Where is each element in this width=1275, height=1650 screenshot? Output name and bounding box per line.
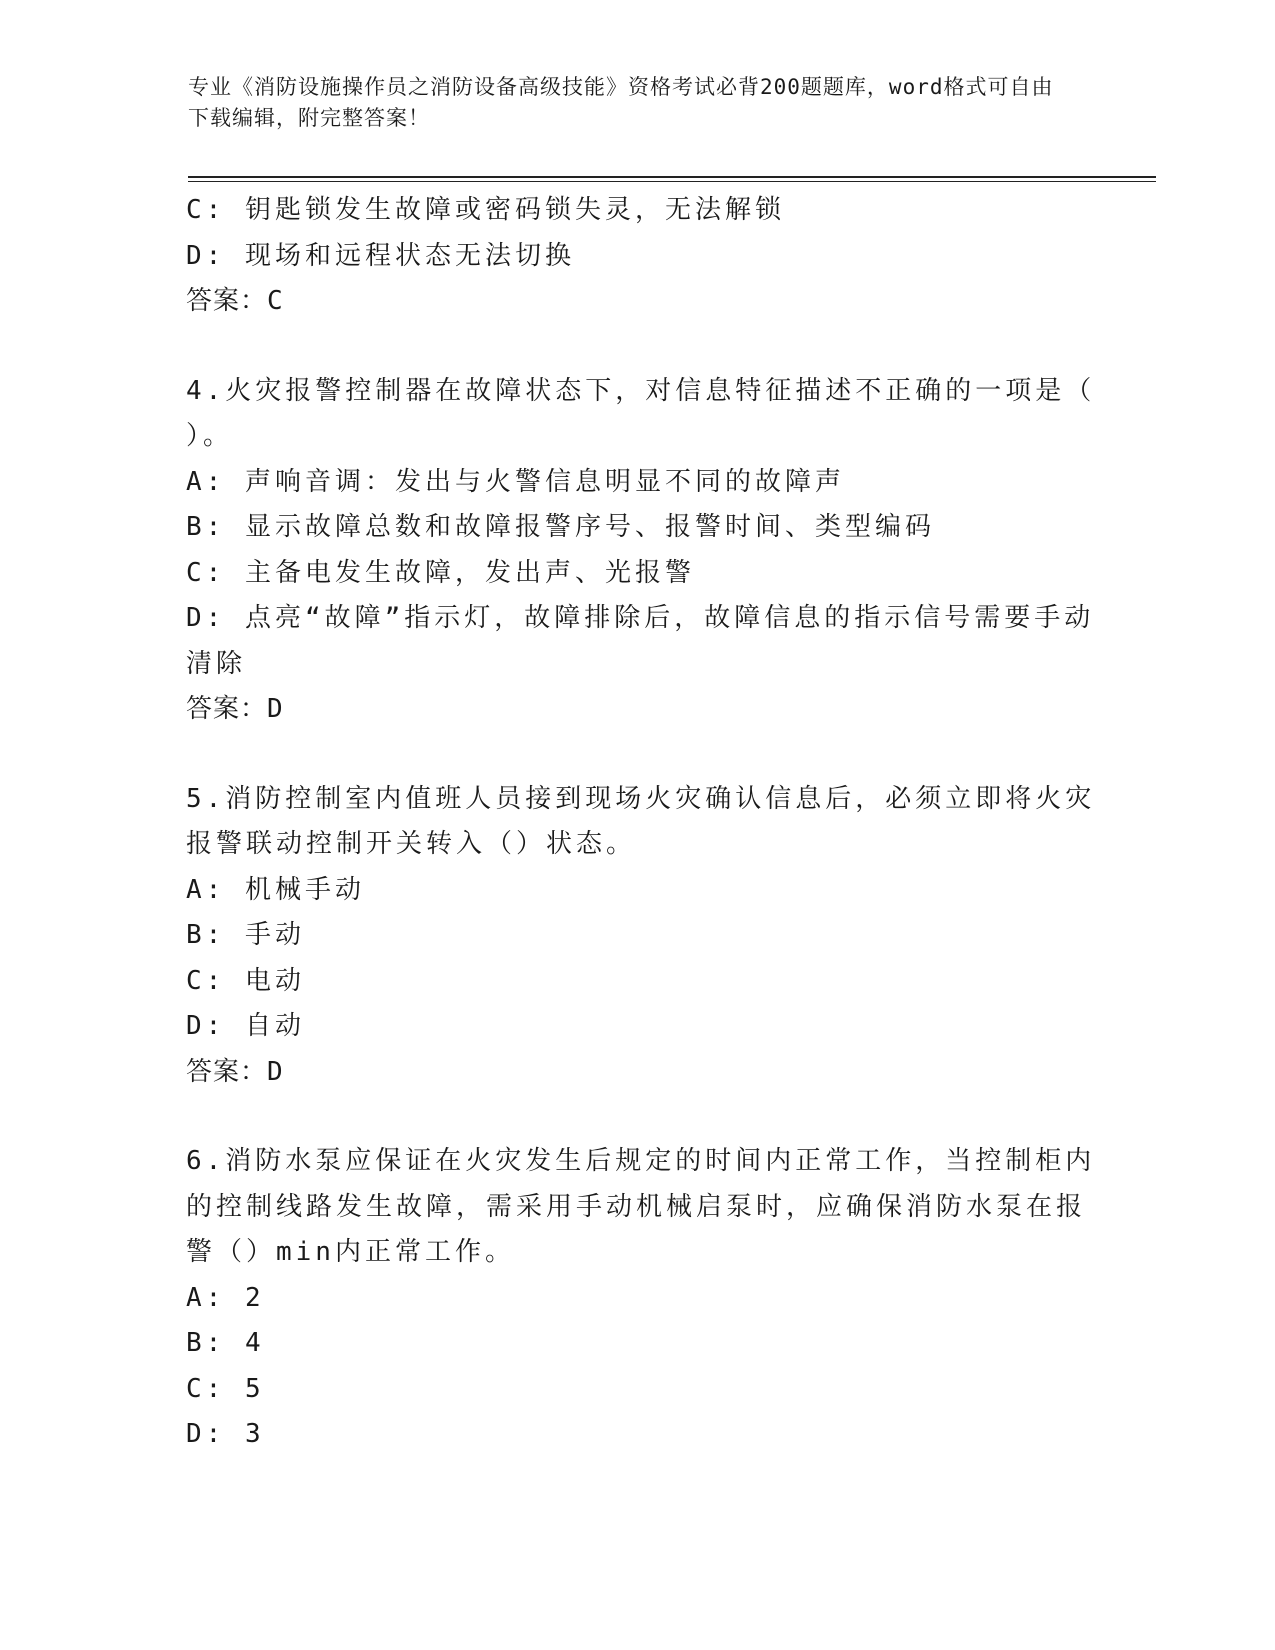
q4-option-d-line2: 清除 (186, 648, 247, 679)
q5-option-d: D: 自动 (186, 1011, 305, 1041)
spacer (186, 733, 1086, 777)
q5-stem-line2: 报警联动控制开关转入（）状态。 (186, 829, 637, 859)
q4-option-d-line1: D: 点亮“故障”指示灯，故障排除后，故障信息的指示信号需要手动 (186, 603, 1095, 633)
q6-option-a: A: 2 (186, 1282, 265, 1313)
header-divider-thick (188, 176, 1156, 178)
q5-option-c: C: 电动 (186, 965, 305, 996)
q6-option-d: D: 3 (186, 1419, 265, 1449)
q6-stem-line2: 的控制线路发生故障，需采用手动机械启泵时，应确保消防水泵在报 (186, 1191, 1087, 1222)
q6-option-c: C: 5 (186, 1373, 265, 1404)
q3-answer: 答案：C (186, 286, 284, 316)
question-5 (186, 777, 1096, 1096)
q5-answer: 答案：D (186, 1056, 284, 1087)
question-6 (186, 1139, 1096, 1458)
q5-option-b: B: 手动 (186, 920, 305, 950)
q4-stem-line1: 4.火灾报警控制器在故障状态下，对信息特征描述不正确的一项是（ (186, 375, 1096, 406)
spacer (186, 1095, 1086, 1139)
document-header: 专业《消防设施操作员之消防设备高级技能》资格考试必背200题题库，word格式可自由下载编辑，附完整答案！ (188, 75, 1054, 130)
q5-option-a: A: 机械手动 (186, 874, 365, 905)
q6-stem-line3: 警（）min内正常工作。 (186, 1237, 515, 1267)
q3-option-d: D: 现场和远程状态无法切换 (186, 240, 575, 271)
header-divider-thin (188, 181, 1156, 182)
q3-option-c: C: 钥匙锁发生故障或密码锁失灵，无法解锁 (186, 195, 785, 225)
q5-stem-line1: 5.消防控制室内值班人员接到现场火灾确认信息后，必须立即将火灾 (186, 783, 1096, 814)
question-4 (186, 369, 1096, 733)
q4-stem-line2: ）。 (186, 421, 234, 451)
q4-option-a: A: 声响音调：发出与火警信息明显不同的故障声 (186, 466, 845, 497)
spacer (186, 325, 1086, 369)
q4-answer: 答案：D (186, 694, 284, 724)
q4-option-b: B: 显示故障总数和故障报警序号、报警时间、类型编码 (186, 512, 935, 542)
question-3-tail (186, 188, 1086, 325)
question-list (186, 188, 1096, 1458)
q6-stem-line1: 6.消防水泵应保证在火灾发生后规定的时间内正常工作，当控制柜内 (186, 1146, 1096, 1176)
q4-option-c: C: 主备电发生故障，发出声、光报警 (186, 557, 695, 588)
q6-option-b: B: 4 (186, 1328, 265, 1358)
